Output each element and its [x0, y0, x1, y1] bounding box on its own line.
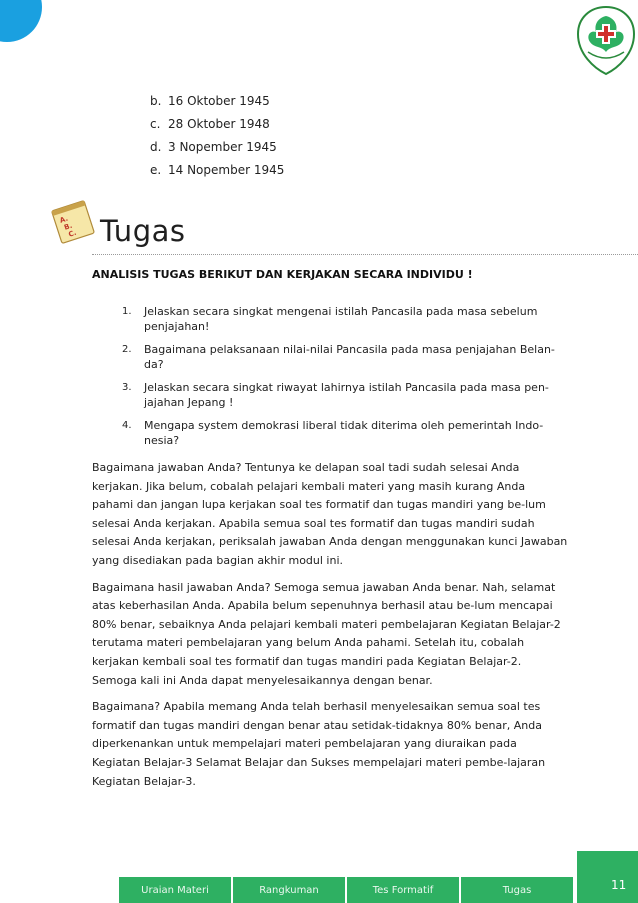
question-list: [122, 304, 562, 456]
kemenkes-logo: [574, 4, 638, 76]
tab-tugas[interactable]: Tugas: [461, 877, 573, 903]
paragraph: Bagaimana jawaban Anda? Tentunya ke delapan soal tadi sudah selesai Anda kerjakan. Jika belum, cobalah pelajari kembali materi yang masih kurang Anda pahami dan jangan lupa kerjakan soal tes formatif dan tugas mandiri yang be-lum selesai Anda kerjakan. Apabila semua soal tes formatif dan tugas mandiri sudah selesai Anda kerjakan, periksalah jawaban Anda dengan menggunakan kunci Jawaban yang disediakan pada bagian akhir modul ini.: [92, 461, 568, 567]
dotted-divider: [92, 254, 638, 255]
section-title: Tugas: [100, 214, 186, 248]
body-text: [92, 459, 568, 799]
task-heading: ANALISIS TUGAS BERIKUT DAN KERJAKAN SECARA INDIVIDU !: [92, 268, 473, 281]
page-number-box: [577, 851, 638, 903]
svg-text:A.: A.: [58, 214, 70, 225]
question-item: 3. Jelaskan secara singkat riwayat lahirnya istilah Pancasila pada masa pen-jajahan Jepang !: [122, 381, 549, 409]
page-number: 11: [611, 878, 627, 892]
question-item: 1. Jelaskan secara singkat mengenai istilah Pancasila pada masa sebelum penjajahan!: [122, 305, 538, 333]
tab-uraian-materi[interactable]: Uraian Materi: [119, 877, 231, 903]
svg-text:C.: C.: [67, 228, 78, 239]
question-item: 4. Mengapa system demokrasi liberal tidak diterima oleh pemerintah Indo-nesia?: [122, 419, 544, 447]
corner-decoration: [0, 0, 42, 42]
option-e: e. 14 Nopember 1945: [150, 163, 285, 177]
svg-text:B.: B.: [63, 221, 74, 232]
paragraph: Bagaimana? Apabila memang Anda telah berhasil menyelesaikan semua soal tes formatif dan tugas mandiri dengan benar atau setidak-tidaknya 80% benar, Anda diperkenankan untuk mempelajari materi pembelajaran yang diuraikan pada Kegiatan Belajar-3 Selamat Belajar dan Sukses mempelajari materi pembe-lajaran Kegiatan Belajar-3.: [92, 700, 546, 788]
paragraph: Bagaimana hasil jawaban Anda? Semoga semua jawaban Anda benar. Nah, selamat atas keberhasilan Anda. Apabila belum sepenuhnya berhasil atau be-lum mencapai 80% benar, sebaiknya Anda pelajari kembali materi pembelajaran Kegiatan Belajar-2 terutama materi pembelajaran yang belum Anda pahami. Setelah itu, cobalah kerjakan kembali soal tes formatif dan tugas mandiri pada Kegiatan Belajar-2. Semoga kali ini Anda dapat menyelesaikannya dengan benar.: [92, 580, 561, 687]
tab-tes-formatif[interactable]: Tes Formatif: [347, 877, 459, 903]
abc-notepad-icon: [48, 199, 98, 245]
answer-options: [150, 90, 284, 182]
option-c: c. 28 Oktober 1948: [150, 117, 270, 131]
option-d: d. 3 Nopember 1945: [150, 140, 277, 154]
bottom-navigation: [119, 877, 575, 903]
question-item: 2. Bagaimana pelaksanaan nilai-nilai Pancasila pada masa penjajahan Belan-da?: [122, 343, 555, 371]
option-b: b. 16 Oktober 1945: [150, 94, 270, 108]
tab-rangkuman[interactable]: Rangkuman: [233, 877, 345, 903]
